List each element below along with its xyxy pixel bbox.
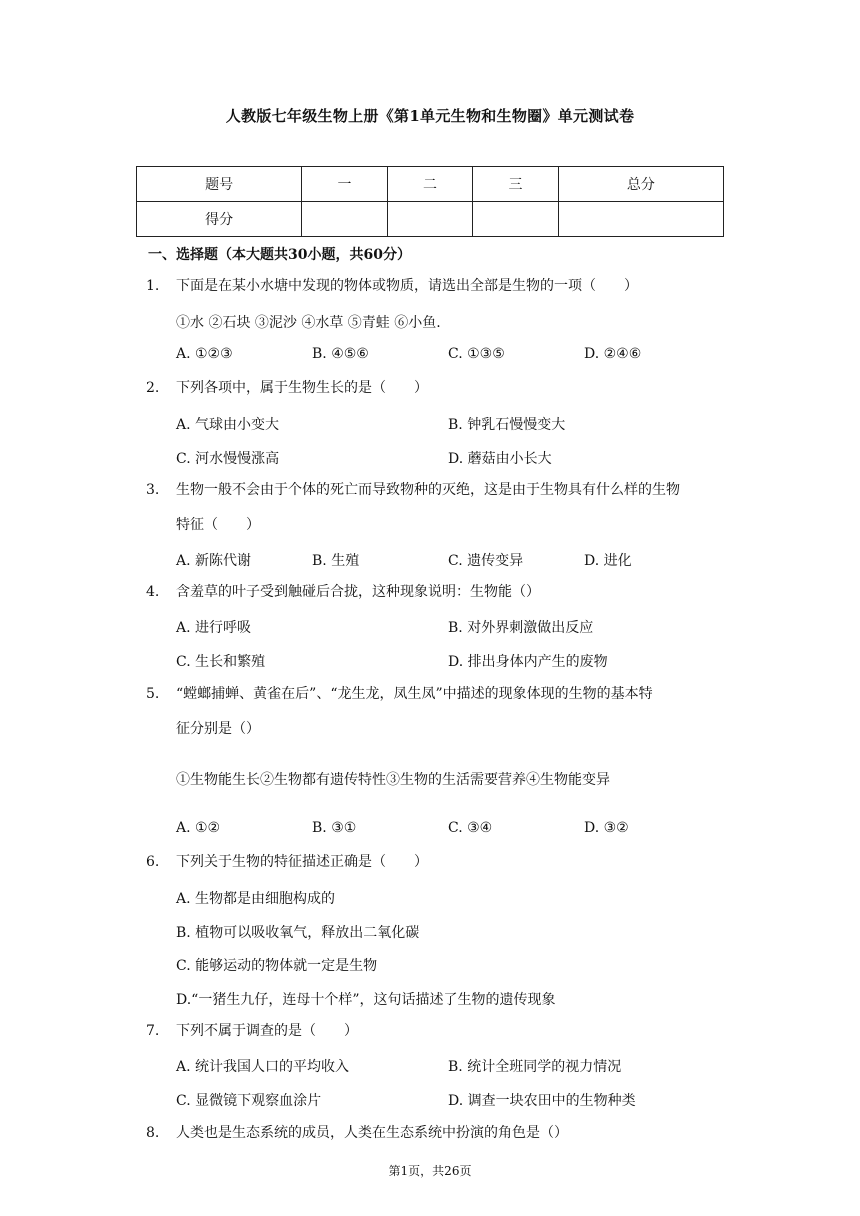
question-stem: 下列关于生物的特征描述正确是（ ） — [176, 854, 428, 870]
question-stem: “螳螂捕蝉、黄雀在后”、“龙生龙，凤生凤”中描述的现象体现的生物的基本特 — [176, 686, 653, 702]
option-a: A. 统计我国人口的平均收入 — [176, 1059, 350, 1075]
option-c: C. ③④ — [448, 820, 493, 836]
option-a: A. ①②③ — [176, 346, 233, 362]
question-extra: ①水 ②石块 ③泥沙 ④水草 ⑤青蛙 ⑥小鱼. — [176, 315, 441, 331]
page-footer: 第1页，共26页 — [388, 1164, 472, 1178]
table-cell: 三 — [473, 167, 558, 202]
question-8 — [146, 1123, 568, 1143]
table-cell — [558, 202, 723, 237]
table-cell: 一 — [302, 167, 387, 202]
option-c: C. 遗传变异 — [448, 553, 524, 569]
question-3 — [146, 480, 680, 500]
question-stem: 下列各项中，属于生物生长的是（ ） — [176, 380, 428, 396]
question-number: 4. — [146, 584, 160, 600]
table-cell: 总分 — [558, 167, 723, 202]
option-d: D. 蘑菇由小长大 — [448, 451, 552, 467]
option-a: A. 新陈代谢 — [176, 553, 252, 569]
question-7 — [146, 1021, 358, 1041]
table-row — [137, 167, 724, 202]
table-row — [137, 202, 724, 237]
question-2 — [146, 378, 428, 398]
option-a: A. ①② — [176, 820, 221, 836]
section-heading: 一、选择题（本大题共30小题，共60分） — [148, 247, 411, 263]
question-number: 2. — [146, 380, 160, 396]
question-stem: 人类也是生态系统的成员，人类在生态系统中扮演的角色是（） — [176, 1125, 568, 1141]
question-stem: 含羞草的叶子受到触碰后合拢，这种现象说明：生物能（） — [176, 584, 540, 600]
table-cell: 二 — [387, 167, 472, 202]
table-cell: 得分 — [137, 202, 302, 237]
option-d: D. ②④⑥ — [584, 346, 642, 362]
option-d: D. 调查一块农田中的生物种类 — [448, 1093, 636, 1109]
question-number: 5. — [146, 686, 160, 702]
table-cell — [473, 202, 558, 237]
option-c: C. 能够运动的物体就一定是生物 — [176, 958, 378, 974]
option-d: D. 进化 — [584, 553, 632, 569]
question-stem: 生物一般不会由于个体的死亡而导致物种的灭绝，这是由于生物具有什么样的生物 — [176, 482, 680, 498]
score-table — [136, 166, 724, 237]
option-b: B. 钟乳石慢慢变大 — [448, 417, 566, 433]
option-b: B. 对外界刺激做出反应 — [448, 620, 594, 636]
question-stem-continued: 征分别是（） — [176, 721, 260, 737]
question-1 — [146, 276, 638, 296]
question-number: 8. — [146, 1125, 160, 1141]
option-b: B. 生殖 — [312, 553, 360, 569]
option-c: C. 河水慢慢涨高 — [176, 451, 280, 467]
question-4 — [146, 582, 540, 602]
option-b: B. 统计全班同学的视力情况 — [448, 1059, 622, 1075]
table-cell — [302, 202, 387, 237]
option-c: C. ①③⑤ — [448, 346, 505, 362]
option-a: A. 生物都是由细胞构成的 — [176, 891, 336, 907]
question-stem: 下面是在某小水塘中发现的物体或物质，请选出全部是生物的一项（ ） — [176, 278, 638, 294]
option-c: C. 显微镜下观察血涂片 — [176, 1093, 322, 1109]
question-stem: 下列不属于调查的是（ ） — [176, 1023, 358, 1039]
option-a: A. 进行呼吸 — [176, 620, 252, 636]
page-title: 人教版七年级生物上册《第1单元生物和生物圈》单元测试卷 — [225, 107, 635, 125]
table-cell: 题号 — [137, 167, 302, 202]
question-extra: ①生物能生长②生物都有遗传特性③生物的生活需要营养④生物能变异 — [176, 772, 610, 788]
option-d: D. 排出身体内产生的废物 — [448, 654, 608, 670]
question-number: 7. — [146, 1023, 160, 1039]
option-d: D. ③② — [584, 820, 629, 836]
option-b: B. ④⑤⑥ — [312, 346, 369, 362]
option-b: B. ③① — [312, 820, 357, 836]
question-number: 3. — [146, 482, 160, 498]
table-cell — [387, 202, 472, 237]
option-d: D.“一猪生九仔，连母十个样”，这句话描述了生物的遗传现象 — [176, 992, 556, 1008]
question-number: 6. — [146, 854, 160, 870]
option-a: A. 气球由小变大 — [176, 417, 280, 433]
question-6 — [146, 852, 428, 872]
question-5 — [146, 684, 653, 704]
option-c: C. 生长和繁殖 — [176, 654, 266, 670]
question-stem-continued: 特征（ ） — [176, 517, 260, 533]
option-b: B. 植物可以吸收氧气，释放出二氧化碳 — [176, 925, 420, 941]
question-number: 1. — [146, 278, 160, 294]
